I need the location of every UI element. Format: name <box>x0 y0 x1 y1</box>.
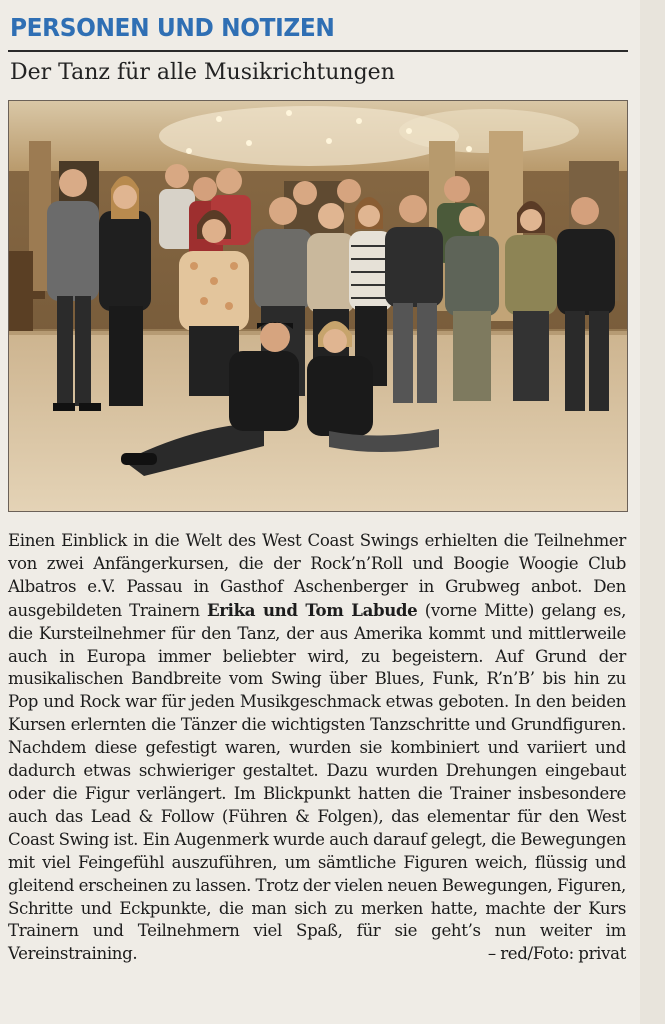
article-headline: Der Tanz für alle Musikrichtungen <box>10 60 395 85</box>
body-part-1: Einen Einblick in die Welt des West Coast Swings erhielten die Teilnehmer von zwei Anfängerkursen, die der Rock’n’Roll und Boogie Woogie Club Albatros e.V. Passau in Gasthof Aschenberger in Grubweg anbot. Den ausgebildeten Trainern <box>8 531 626 620</box>
trainers-names: Erika und Tom Labude <box>206 599 418 620</box>
body-part-2: (vorne Mitte) gelang es, die Kursteilnehmer für den Tanz, der aus Amerika kommt und mittlerweile auch in Europa immer beliebter wird, zu begeistern. Auf Grund der musikalischen Bandbreite vom Swing über Blues, Funk, R’n’B’ bis hin zu Pop und Rock war für jeden Musikgeschmack etwas geboten. In den beiden Kursen erlernten die Tänzer die wichtigsten Tanzschritte und Grundfiguren. Nachdem diese gefestigt waren, wurden sie kombiniert und variiert und dadurch etwas schwieriger gestaltet. Dazu wurden Drehungen eingebaut oder die Figur verlängert. Im Blickpunkt hatten die Trainer insbesondere auch das Lead & Follow (Führen & Folgen), das elementar für den West Coast Swing ist. Ein Augenmerk wurde auch darauf gelegt, die Bewegungen mit viel Feingefühl auszuführen, um sämtliche Figuren weich, flüssig und gleitend erscheinen zu lassen. Trotz der vielen neuen Bewegungen, Figuren, Schritte und Eckpunkte, die man sich zu merken hatte, machte der Kurs Trainern und Teilnehmern viel Spaß, für sie geht’s nun weiter im Vereinstraining. <box>8 600 626 964</box>
group-photo-illustration <box>9 101 627 511</box>
photo-credit: – red/Foto: privat <box>487 944 626 964</box>
group-photo <box>8 100 628 512</box>
adjacent-column-edge <box>640 0 665 1024</box>
article-body <box>8 530 626 966</box>
rubric-rule <box>8 50 628 52</box>
section-rubric: PERSONEN UND NOTIZEN <box>10 13 335 42</box>
